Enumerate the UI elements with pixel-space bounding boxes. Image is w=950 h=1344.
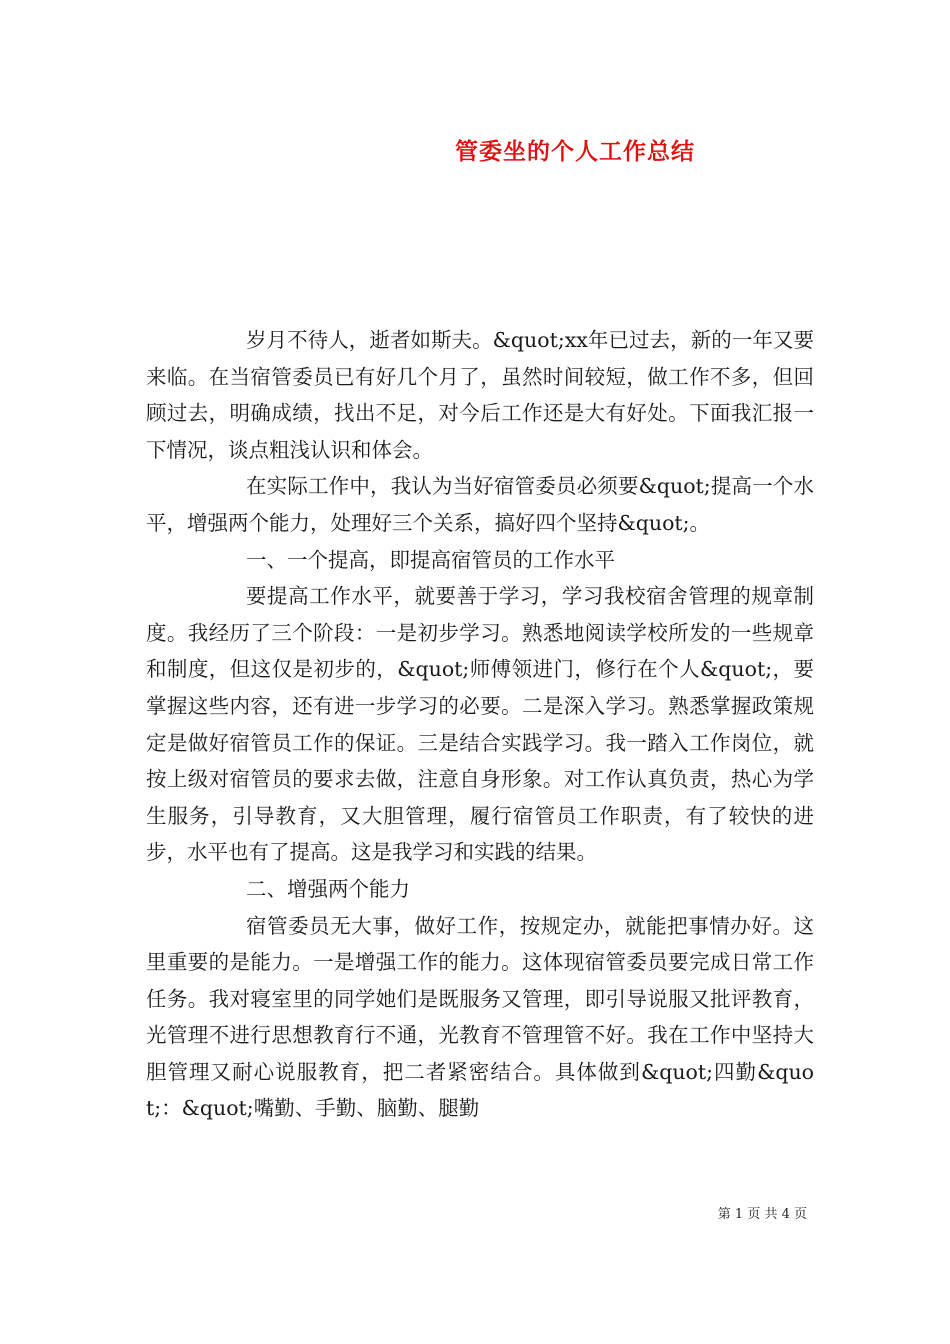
document-body (146, 322, 814, 1127)
document-title: 管委坐的个人工作总结 (455, 138, 695, 165)
section-heading-1: 一、一个提高，即提高宿管员的工作水平 (246, 547, 615, 572)
page-number: 第 1 页 共 4 页 (717, 1207, 807, 1222)
section-heading-2: 二、增强两个能力 (246, 876, 410, 901)
paragraph-section-2: 宿管委员无大事，做好工作，按规定办，就能把事情办好。这里重要的是能力。一是增强工作的能力。这体现宿管委员要完成日常工作任务。我对寝室里的同学她们是既服务又管理，即引导说服又批评教育，光管理不进行思想教育行不通，光教育不管理管不好。我在工作中坚持大胆管理又耐心说服教育，把二者紧密结合。具体做到&quot;四勤&quot;：&quot;嘴勤、手勤、脑勤、腿勤 (146, 913, 814, 1121)
paragraph-summary: 在实际工作中，我认为当好宿管委员必须要&quot;提高一个水平，增强两个能力，处理好三个关系，搞好四个坚持&quot;。 (146, 474, 814, 535)
paragraph-section-1: 要提高工作水平，就要善于学习，学习我校宿舍管理的规章制度。我经历了三个阶段：一是初步学习。熟悉地阅读学校所发的一些规章和制度，但这仅是初步的，&quot;师傅领进门，修行在个人&quot;，要掌握这些内容，还有进一步学习的必要。二是深入学习。熟悉掌握政策规定是做好宿管员工作的保证。三是结合实践学习。我一踏入工作岗位，就按上级对宿管员的要求去做，注意自身形象。对工作认真负责，热心为学生服务，引导教育，又大胆管理，履行宿管员工作职责，有了较快的进步，水平也有了提高。这是我学习和实践的结果。 (146, 584, 814, 865)
paragraph-intro: 岁月不待人，逝者如斯夫。&quot;xx年已过去，新的一年又要来临。在当宿管委员已有好几个月了，虽然时间较短，做工作不多，但回顾过去，明确成绩，找出不足，对今后工作还是大有好处。下面我汇报一下情况，谈点粗浅认识和体会。 (146, 328, 814, 462)
